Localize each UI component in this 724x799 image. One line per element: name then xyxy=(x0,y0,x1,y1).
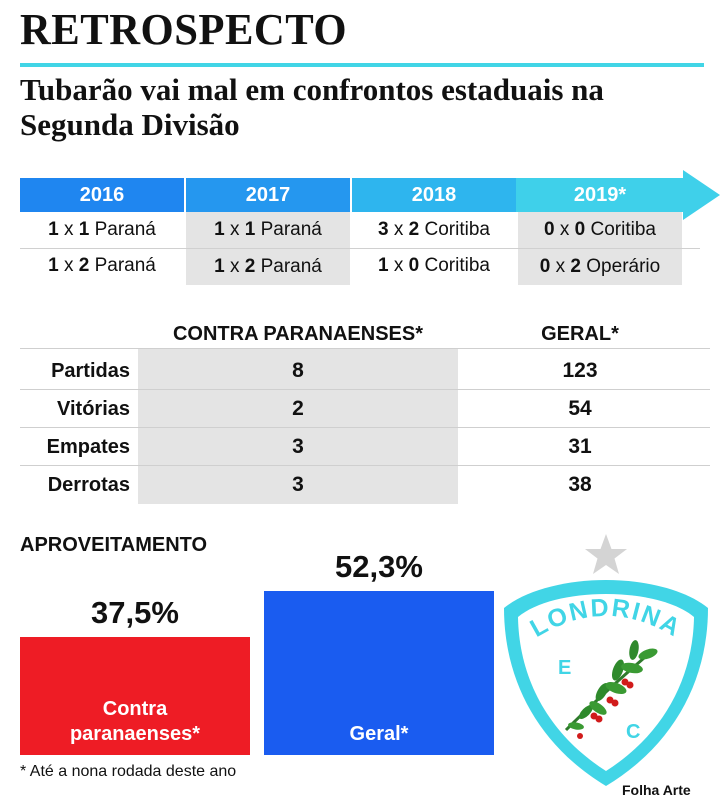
credit: Folha Arte xyxy=(622,782,691,798)
row-value-geral: 31 xyxy=(568,435,592,458)
crest-letter-c: C xyxy=(626,721,641,743)
year-header-2019: 2019* xyxy=(573,184,627,206)
row-value-contra: 8 xyxy=(292,359,304,382)
row-label: Vitórias xyxy=(57,398,130,420)
row-value-geral: 123 xyxy=(562,359,598,382)
crest-letter-e: E xyxy=(558,657,572,679)
row-label: Derrotas xyxy=(47,474,130,496)
crest-name: LONDRINA xyxy=(525,593,687,643)
footnote: * Até a nona rodada deste ano xyxy=(20,763,237,780)
row-value-geral: 54 xyxy=(568,397,592,420)
bar-category-label: Contra paranaenses* xyxy=(69,698,201,745)
row-value-contra: 3 xyxy=(292,435,304,458)
year-header-2017: 2017 xyxy=(186,178,350,212)
match-result: 1 x 2 Paraná xyxy=(186,249,350,285)
star-icon xyxy=(585,534,627,574)
match-result: 1 x 1 Paraná xyxy=(48,219,156,240)
kicker-underline xyxy=(20,63,704,67)
column-header-geral: GERAL* xyxy=(541,323,619,345)
match-result: 0 x 0 Coritiba xyxy=(518,212,682,248)
year-header-2016: 2016 xyxy=(20,178,184,212)
year-header-2018: 2018 xyxy=(352,178,516,212)
row-value-contra: 2 xyxy=(292,397,304,420)
kicker-title: RETROSPECTO xyxy=(20,5,348,54)
headline: Tubarão vai mal em confrontos estaduais na Segunda Divisão xyxy=(20,72,604,142)
column-header-contra: CONTRA PARANAENSES* xyxy=(172,323,424,345)
match-result: 3 x 2 Coritiba xyxy=(378,219,490,240)
row-label: Empates xyxy=(46,436,130,458)
row-value-geral: 38 xyxy=(568,473,592,496)
londrina-crest xyxy=(498,530,714,790)
chart-title: APROVEITAMENTO xyxy=(20,534,208,556)
row-label: Partidas xyxy=(51,360,130,382)
match-result: 1 x 0 Coritiba xyxy=(378,255,490,276)
bar-category-label: Geral* xyxy=(349,723,409,745)
match-result: 0 x 2 Operário xyxy=(518,249,682,285)
bar-value-label: 52,3% xyxy=(335,548,423,584)
bar-value-label: 37,5% xyxy=(91,595,179,631)
row-divider xyxy=(20,348,710,349)
row-value-contra: 3 xyxy=(292,473,304,496)
match-result: 1 x 2 Paraná xyxy=(48,255,156,276)
match-result: 1 x 1 Paraná xyxy=(186,212,350,248)
